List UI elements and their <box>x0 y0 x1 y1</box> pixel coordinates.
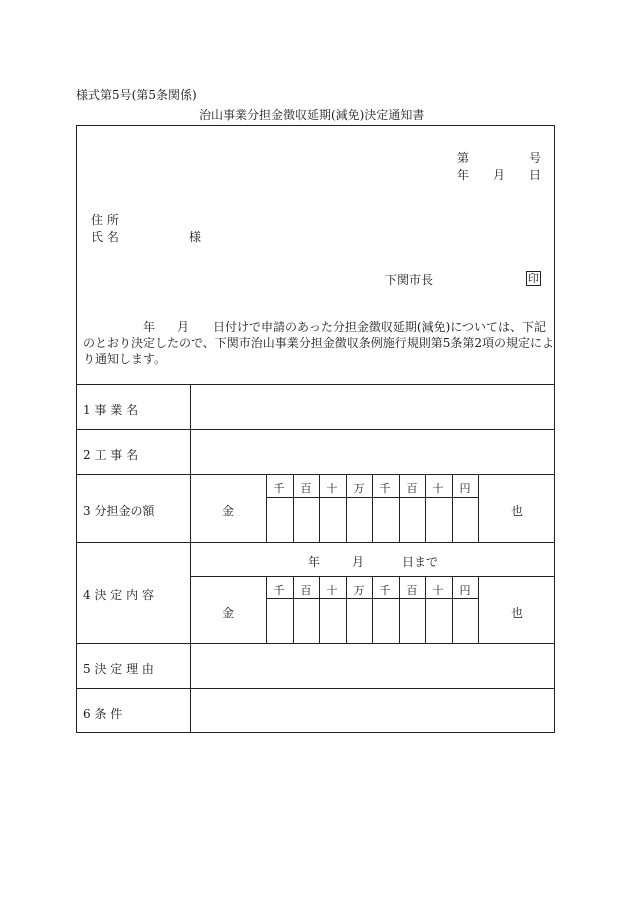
issuer-name: 下関市長 <box>385 273 434 287</box>
decision-kin-label: 金 <box>222 606 235 620</box>
body-line-1: 日付けで申請のあった分担金徴収延期(減免)については、下記 <box>213 320 547 334</box>
number-go-label: 号 <box>529 151 542 165</box>
decision-unit-sen-1: 千 <box>273 584 285 597</box>
body-line-3: り通知します。 <box>83 352 167 366</box>
date-month-label: 月 <box>493 168 506 182</box>
honorific-label: 様 <box>189 230 202 244</box>
document-title: 治山事業分担金徴収延期(減免)決定通知書 <box>199 108 425 122</box>
amount-nari-label: 也 <box>511 504 524 518</box>
project-name-field[interactable] <box>191 385 553 428</box>
label-reason: 5 決 定 理 由 <box>83 662 154 676</box>
unit-hyaku-1: 百 <box>300 482 312 495</box>
decision-unit-hyaku-1: 百 <box>300 584 312 597</box>
label-work-name: 2 工 事 名 <box>83 448 139 462</box>
amount-grid-right <box>478 474 479 542</box>
decision-month: 月 <box>352 555 365 569</box>
reason-field[interactable] <box>191 644 553 687</box>
date-year-label: 年 <box>457 168 470 182</box>
decision-unit-juu-2: 十 <box>432 584 444 597</box>
name-label: 氏 名 <box>91 230 119 244</box>
work-name-field[interactable] <box>191 430 553 473</box>
number-dai-label: 第 <box>457 151 470 165</box>
unit-en: 円 <box>459 482 471 495</box>
label-conditions: 6 条 件 <box>83 707 123 721</box>
unit-sen-2: 千 <box>379 482 391 495</box>
body-line-2: のとおり決定したので、下関市治山事業分担金徴収条例施行規則第5条第2項の規定によ <box>83 336 555 350</box>
label-project-name: 1 事 業 名 <box>83 403 139 417</box>
decision-unit-juu-1: 十 <box>326 584 338 597</box>
decision-nari-label: 也 <box>511 606 524 620</box>
amount-kin-label: 金 <box>222 504 235 518</box>
decision-unit-hyaku-2: 百 <box>406 584 418 597</box>
unit-sen-1: 千 <box>273 482 285 495</box>
label-decision: 4 決 定 内 容 <box>83 588 154 602</box>
date-day-label: 日 <box>529 168 542 182</box>
unit-juu-2: 十 <box>432 482 444 495</box>
unit-man: 万 <box>353 482 365 495</box>
label-amount: 3 分担金の額 <box>83 504 155 518</box>
decision-unit-man: 万 <box>353 584 365 597</box>
rule-row-2 <box>77 474 554 475</box>
form-number-label: 様式第5号(第5条関係) <box>76 88 197 102</box>
rule-row-3 <box>77 542 554 543</box>
unit-hyaku-2: 百 <box>406 482 418 495</box>
unit-juu-1: 十 <box>326 482 338 495</box>
decision-grid-right <box>478 576 479 643</box>
conditions-field[interactable] <box>191 689 553 732</box>
decision-unit-sen-2: 千 <box>379 584 391 597</box>
body-date-month: 月 <box>177 320 190 334</box>
decision-unit-en: 円 <box>459 584 471 597</box>
decision-year: 年 <box>308 555 321 569</box>
body-date-year: 年 <box>143 320 156 334</box>
decision-until: 日まで <box>402 555 439 569</box>
address-label: 住 所 <box>91 213 119 227</box>
notice-form <box>76 125 555 733</box>
seal-mark: 印 <box>528 272 539 285</box>
